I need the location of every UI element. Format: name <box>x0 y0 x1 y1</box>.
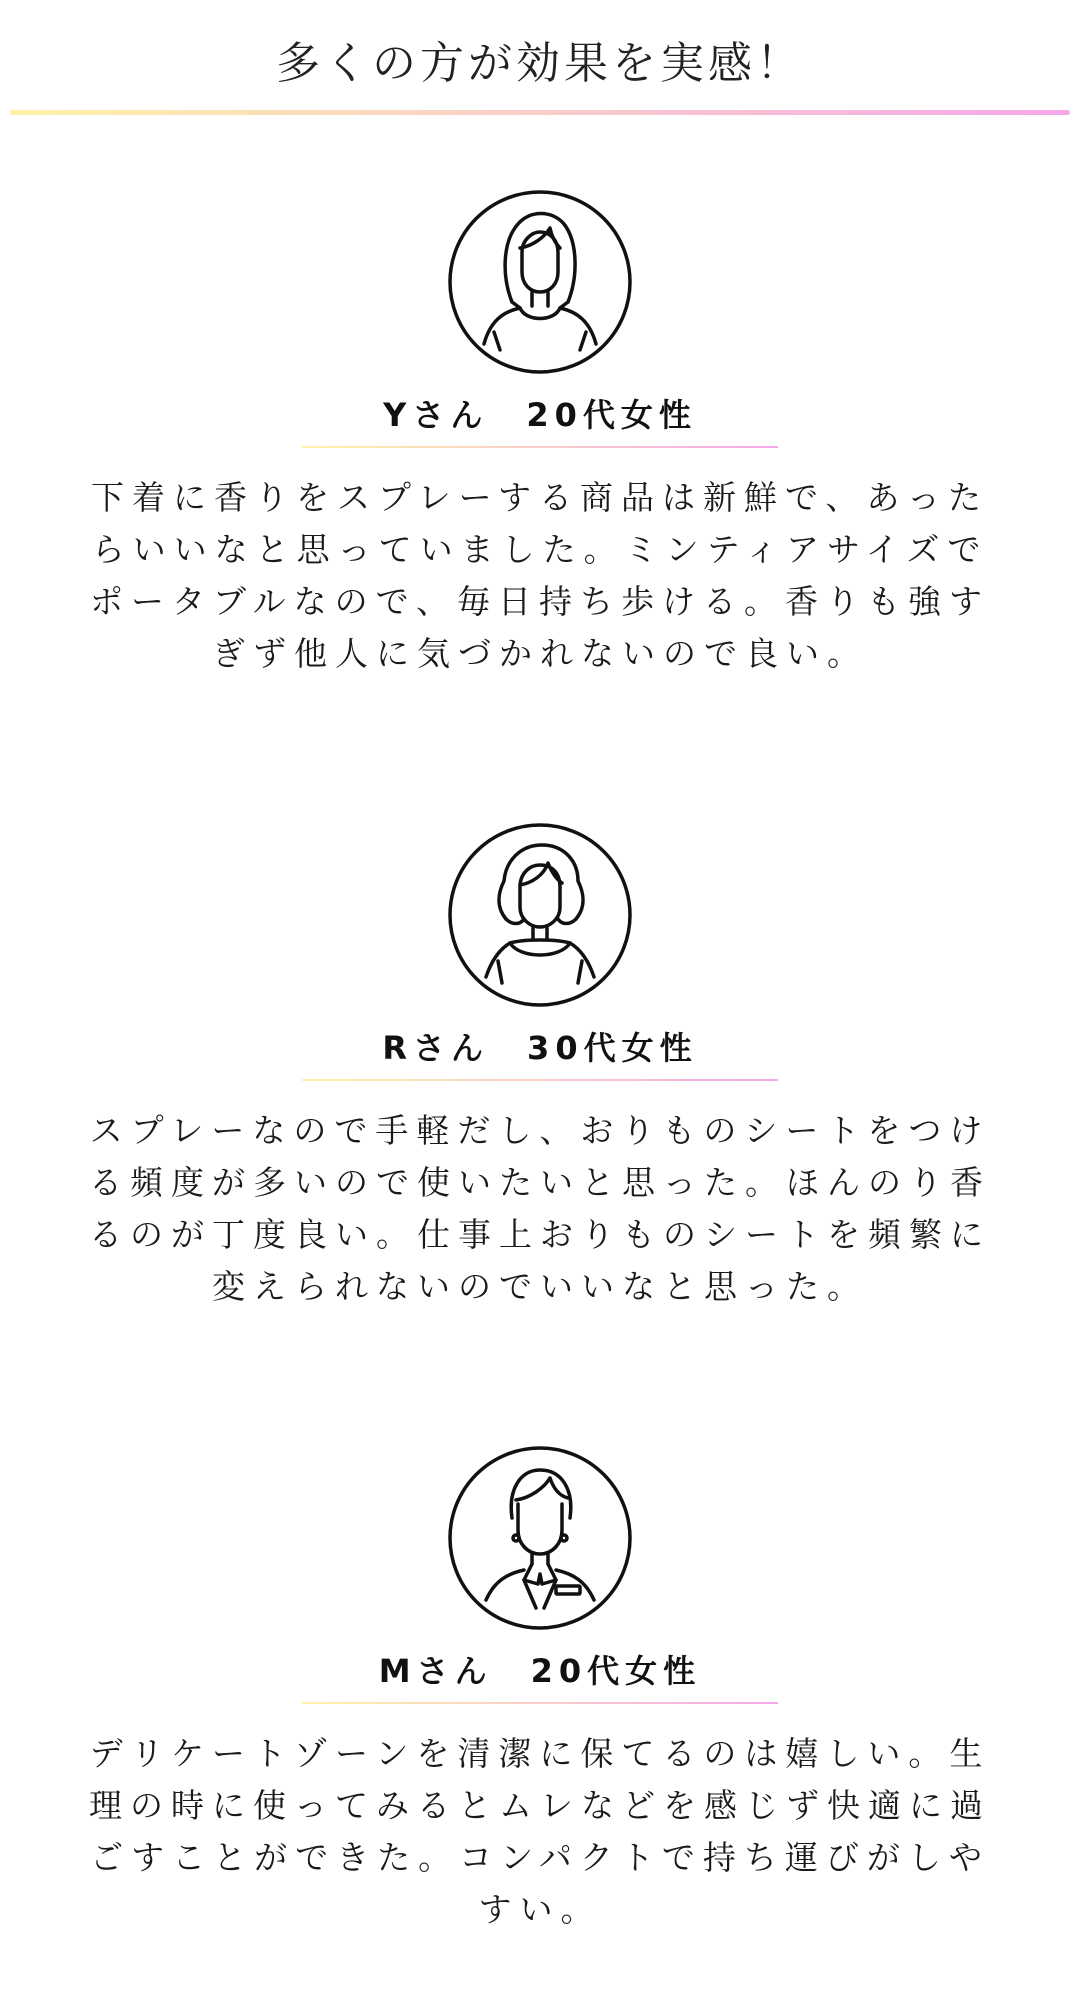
woman-long-hair-icon <box>440 182 640 382</box>
reviewer-name: Rさん 30代女性 <box>382 1029 698 1067</box>
page-header <box>0 0 1080 120</box>
page-title: 多くの方が効果を実感！ <box>276 38 804 89</box>
title-gradient-rule <box>10 110 1070 115</box>
review-text-line: ぎず他人に気づかれないので良い。 <box>212 634 868 673</box>
review-text-line: るのが丁度良い。仕事上おりものシートを頻繁に <box>89 1215 991 1254</box>
review-text <box>55 1728 1025 1936</box>
review-text-line: すい。 <box>478 1890 602 1929</box>
review-text-line: 下着に香りをスプレーする商品は新鮮で、あった <box>90 478 990 517</box>
reviewer-name: Yさん 20代女性 <box>383 396 697 434</box>
name-divider <box>302 1079 778 1081</box>
woman-bob-hair-icon <box>440 815 640 1015</box>
review-text-line: 理の時に使ってみるとムレなどを感じず快適に過 <box>89 1786 991 1825</box>
reviewer-name: Mさん 20代女性 <box>378 1652 702 1690</box>
review-text-line: ポータブルなので、毎日持ち歩ける。香りも強す <box>89 582 991 621</box>
review-text <box>55 472 1025 680</box>
name-divider <box>302 1702 778 1704</box>
review-text-line: る頻度が多いので使いたいと思った。ほんのり香 <box>89 1163 991 1202</box>
review-text-line: らいいなと思っていました。ミンティアサイズで <box>91 530 989 569</box>
review-text-line: スプレーなので手軽だし、おりものシートをつけ <box>89 1111 991 1150</box>
review-text-line: デリケートゾーンを清潔に保てるのは嬉しい。生 <box>89 1734 991 1773</box>
name-divider <box>302 446 778 448</box>
review-text-line: 変えられないのでいいなと思った。 <box>212 1267 868 1306</box>
woman-office-worker-icon <box>440 1438 640 1638</box>
review-text <box>55 1105 1025 1313</box>
review-text-line: ごすことができた。コンパクトで持ち運びがしや <box>90 1838 990 1877</box>
